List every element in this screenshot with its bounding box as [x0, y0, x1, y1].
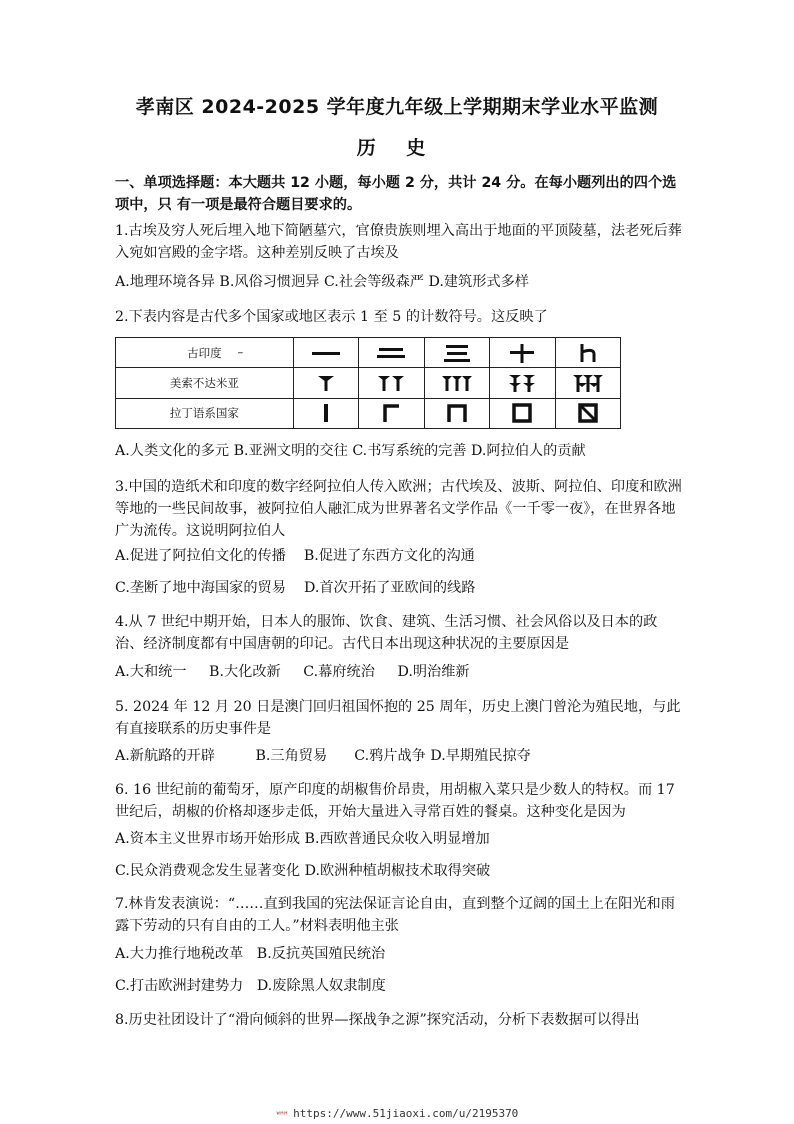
mesopotamian-2-icon — [359, 368, 424, 398]
question-1-options: A.地理环境各异 B.风俗习惯迥异 C.社会等级森严 D.建筑形式多样 — [115, 274, 529, 290]
row-label: 古印度 — [187, 345, 222, 360]
numeral-symbol-table — [115, 337, 621, 429]
question-7-options-line-2: C.打击欧洲封建势力 D.废除黑人奴隶制度 — [115, 978, 386, 994]
question-3-options-line-2: C.垄断了地中海国家的贸易 D.首次开拓了亚欧间的线路 — [115, 580, 476, 596]
question-3-options-line-1: A.促进了阿拉伯文化的传播 B.促进了东西方文化的沟通 — [115, 548, 475, 564]
ancient-indian-2-icon — [359, 338, 424, 368]
question-2-options: A.人类文化的多元 B.亚洲文明的交往 C.书写系统的完善 D.阿拉伯人的贡献 — [115, 443, 586, 459]
row-label: 拉丁语系国家 — [169, 406, 239, 421]
question-4-stem: 4.从 7 世纪中期开始，日本人的服饰、饮食、建筑、生活习惯、社会风俗以及日本的政治、经济制度都有中国唐朝的印记。古代日本出现这种状况的主要原因是 — [115, 614, 658, 652]
table-row — [116, 338, 621, 368]
latin-2-icon — [359, 398, 424, 428]
row-label-cell — [116, 398, 294, 428]
mesopotamian-4-icon — [490, 368, 555, 398]
mesopotamian-5-icon — [555, 368, 620, 398]
question-6-stem: 6. 16 世纪前的葡萄牙，原产印度的胡椒售价昂贵，用胡椒入菜只是少数人的特权。而 17 世纪后，胡椒的价格却逐步走低，开始大量进入寻常百姓的餐桌。这种变化是因为 — [115, 782, 675, 820]
page-footer — [0, 1107, 794, 1120]
exam-title: 孝南区 2024-2025 学年度九年级上学期期末学业水平监测 — [135, 96, 659, 118]
latin-4-icon — [490, 398, 555, 428]
ancient-indian-5-icon — [555, 338, 620, 368]
footer-url[interactable]: https://www.51jiaoxi.com/u/2195370 — [293, 1107, 519, 1120]
question-5-options: A.新航路的开辟 B.三角贸易 C.鸦片战争 D.早期殖民掠夺 — [115, 748, 531, 764]
question-8-stem: 8.历史社团设计了“滑向倾斜的世界—探战争之源”探究活动，分析下表数据可以得出 — [115, 1012, 640, 1028]
ancient-indian-4-icon — [490, 338, 555, 368]
table-row — [116, 368, 621, 398]
question-4-options: A.大和统一 B.大化改新 C.幕府统治 D.明治维新 — [115, 664, 470, 680]
question-5-stem: 5. 2024 年 12 月 20 日是澳门回归祖国怀抱的 25 周年，历史上澳门曾沦为殖民地，与此有直接联系的历史事件是 — [115, 699, 681, 737]
mesopotamian-3-icon — [424, 368, 489, 398]
question-7-options-line-1: A.大力推行地税改革 B.反抗英国殖民统治 — [115, 946, 386, 962]
ancient-indian-3-icon — [424, 338, 489, 368]
subject-title: 历 史 — [356, 137, 438, 159]
latin-3-icon — [424, 398, 489, 428]
latin-5-icon — [555, 398, 620, 428]
section-instructions: 一、单项选择题：本大题共 12 小题，每小题 2 分，共计 24 分。在每小题列出的四个选项中，只 有一项是最符合题目要求的。 — [115, 175, 677, 213]
table-row — [116, 398, 621, 428]
ancient-indian-1-icon — [293, 338, 358, 368]
row-corner-mark: – — [237, 344, 244, 359]
row-label: 美索不达米亚 — [169, 375, 239, 390]
question-2-stem: 2.下表内容是古代多个国家或地区表示 1 至 5 的计数符号。这反映了 — [115, 309, 548, 325]
question-7-stem: 7.林肯发表演说：“……直到我国的宪法保证言论自由，直到整个辽阔的国土上在阳光和雨露下劳动的只有自由的工人。”材料表明他主张 — [115, 896, 675, 934]
latin-1-icon — [293, 398, 358, 428]
mesopotamian-1-icon — [293, 368, 358, 398]
row-label-cell — [116, 338, 294, 368]
question-6-options-line-2: C.民众消费观念发生显著变化 D.欧洲种植胡椒技术取得突破 — [115, 863, 491, 879]
watermark-mark: ᵂᴹᴹ — [275, 1110, 288, 1119]
question-1-stem: 1.古埃及穷人死后埋入地下简陋墓穴，官僚贵族则埋入高出于地面的平顶陵墓，法老死后葬入宛如宫殿的金字塔。这种差别反映了古埃及 — [115, 223, 682, 261]
question-3-stem: 3.中国的造纸术和印度的数字经阿拉伯人传入欧洲；古代埃及、波斯、阿拉伯、印度和欧洲等地的一些民间故事，被阿拉伯人融汇成为世界著名文学作品《一千零一夜》，在世界各地广为流传。这说明阿拉伯人 — [115, 479, 682, 539]
question-6-options-line-1: A.资本主义世界市场开始形成 B.西欧普通民众收入明显增加 — [115, 831, 490, 847]
row-label-cell — [116, 368, 294, 398]
